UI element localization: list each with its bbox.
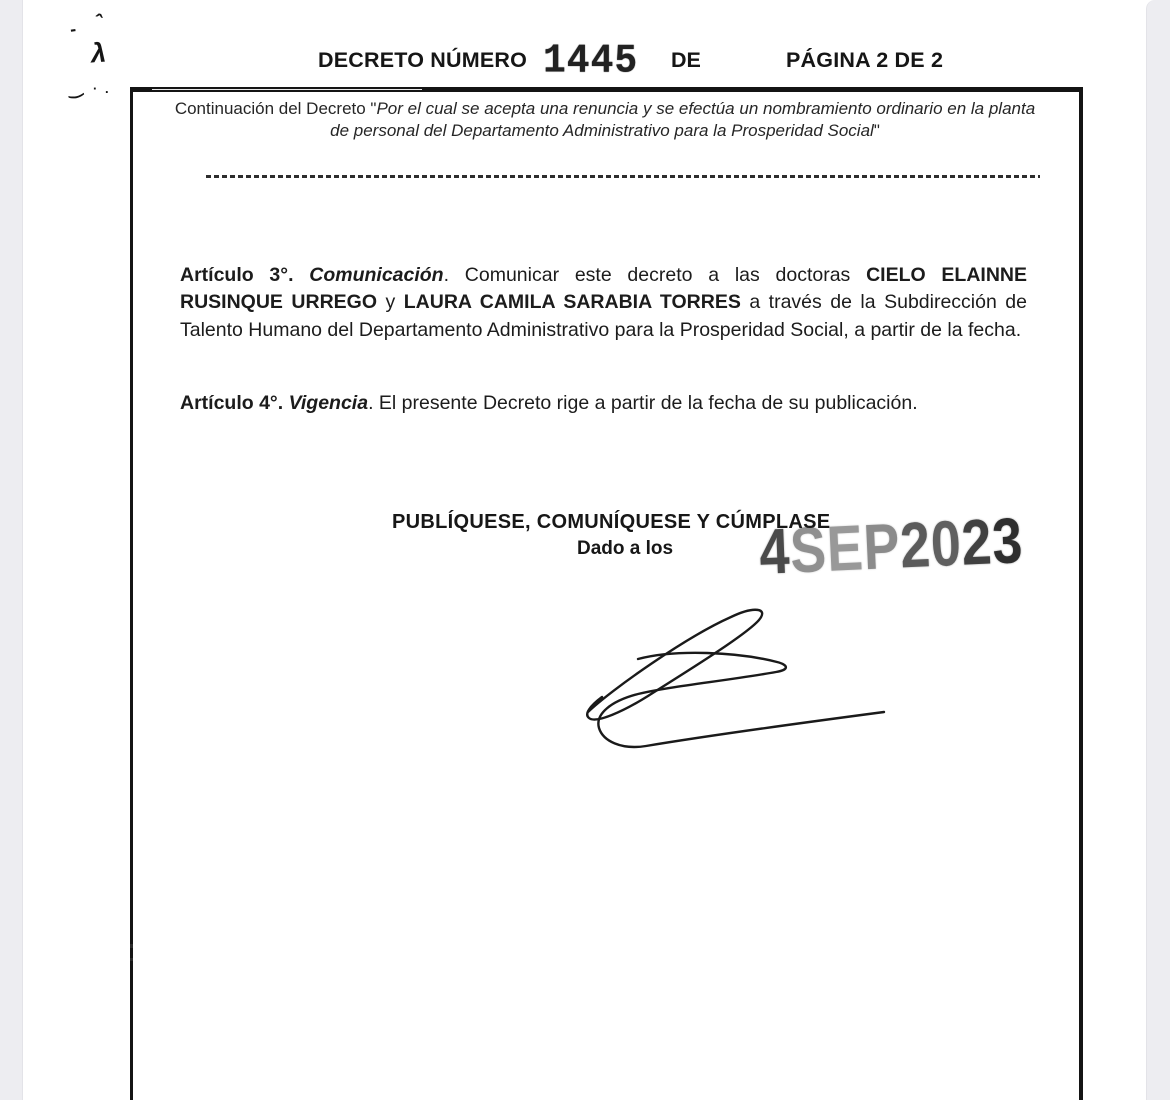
page-indicator: PÁGINA 2 DE 2 bbox=[786, 48, 944, 72]
continuation-close-quote: " bbox=[873, 121, 880, 140]
date-stamp-text: 4SEP2023 bbox=[758, 504, 1025, 588]
ink-speck: ˆ bbox=[91, 10, 104, 35]
ink-speck: · . bbox=[93, 81, 111, 96]
continuation-note bbox=[170, 98, 1040, 142]
publish-order-line: PUBLÍQUESE, COMUNÍQUESE Y CÚMPLASE bbox=[392, 511, 831, 533]
viewer-gutter-left bbox=[0, 0, 23, 1100]
scan-speck bbox=[130, 944, 133, 948]
given-at-line: Dado a los bbox=[577, 538, 674, 559]
document-border-box bbox=[130, 87, 1083, 1100]
ink-speck: ‿ bbox=[66, 77, 84, 100]
dashed-separator bbox=[206, 175, 1040, 178]
article-3-paragraph: Artículo 3°. Comunicación. Comunicar este decreto a las doctoras CIELO ELAINNE RUSINQUE URREGO y LAURA CAMILA SARABIA TORRES a través de la Subdirección de Talento Humano del Departamento Administrativo para la Prosperidad Social, a partir de la fecha. bbox=[180, 264, 1028, 341]
continuation-quoted-title: Por el cual se acepta una renuncia y se efectúa un nombramiento ordinario en la planta de personal del Departamento Administrativo para la Prosperidad Social bbox=[330, 99, 1036, 140]
continuation-prefix: Continuación del Decreto " bbox=[174, 99, 377, 118]
ink-speck: - bbox=[68, 18, 78, 40]
scan-artifact-notch bbox=[152, 89, 422, 90]
decree-of-label: DE bbox=[671, 48, 701, 72]
date-stamp bbox=[758, 504, 1025, 588]
decree-number-value: 1445 bbox=[543, 38, 639, 85]
viewer-gutter-right bbox=[1146, 0, 1170, 1100]
signature bbox=[576, 602, 906, 762]
ink-speck: λ bbox=[89, 37, 108, 69]
scan-speck bbox=[130, 958, 133, 961]
article-4-paragraph: Artículo 4°. Vigencia. El presente Decreto rige a partir de la fecha de su publicación. bbox=[180, 392, 918, 414]
decree-number-label: DECRETO NÚMERO bbox=[318, 48, 528, 72]
